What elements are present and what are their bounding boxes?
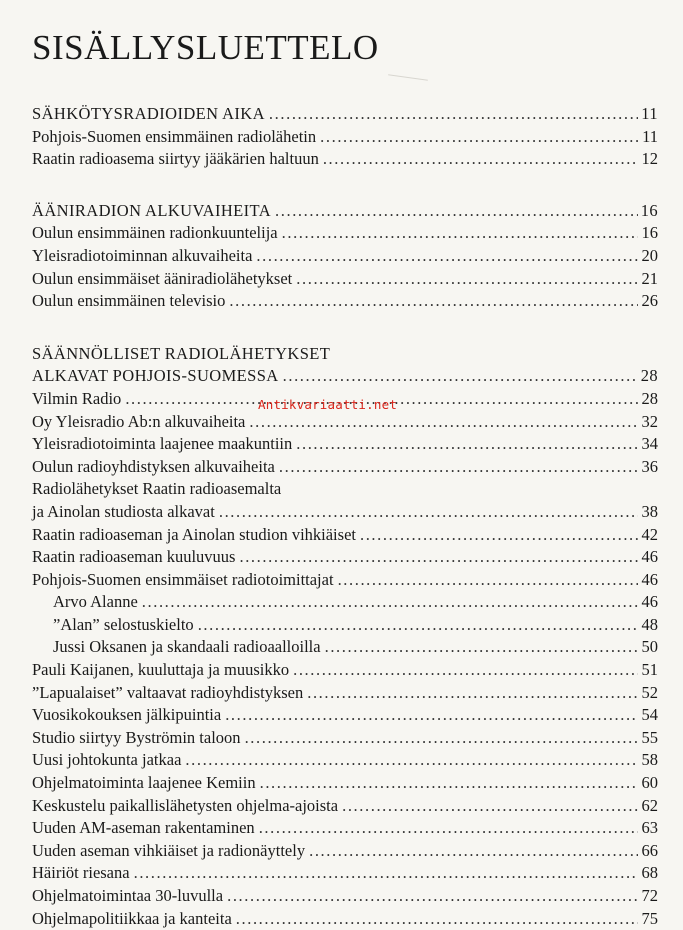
toc-entry-title: Oulun ensimmäiset ääniradiolähetykset — [32, 268, 293, 288]
toc-entry-title: Pohjois-Suomen ensimmäiset radiotoimittajat — [32, 569, 334, 589]
toc-entry-title: Uuden AM-aseman rakentaminen — [32, 818, 255, 838]
toc-entry — [32, 908, 658, 930]
toc-entry-title: Vilmin Radio — [32, 388, 122, 408]
toc-entry — [32, 840, 658, 863]
toc-entry — [32, 456, 658, 479]
dot-leader — [256, 245, 638, 268]
toc-entry — [32, 501, 658, 524]
dot-leader — [198, 614, 638, 637]
dot-leader — [293, 659, 638, 682]
toc-entry — [32, 817, 658, 840]
toc-subentry — [32, 614, 658, 637]
dot-leader — [307, 682, 638, 705]
toc-section-heading — [32, 365, 658, 388]
toc-entry-title: Ohjelmatoiminta laajenee Kemiin — [32, 773, 256, 793]
toc-page-number: 28 — [641, 388, 658, 408]
toc-entry-title: SÄHKÖTYSRADIOIDEN AIKA — [32, 104, 265, 123]
toc-entry — [32, 885, 658, 908]
toc-entry-title: Häiriöt riesana — [32, 863, 130, 883]
toc-entry — [32, 245, 658, 268]
toc-entry — [32, 682, 658, 705]
toc-page-number: 38 — [641, 501, 658, 521]
dot-leader — [283, 365, 638, 388]
watermark: Antikvariaatti.net — [258, 397, 398, 412]
dot-leader — [342, 795, 638, 818]
toc-entry-title: Ohjelmatoimintaa 30-luvulla — [32, 886, 224, 905]
dot-leader — [325, 636, 638, 659]
dot-leader — [229, 290, 638, 313]
toc-entry — [32, 222, 658, 245]
dot-leader — [338, 569, 638, 592]
page-title: SISÄLLYSLUETTELO — [32, 28, 379, 67]
toc-entry-title: Uusi johtokunta jatkaa — [32, 750, 182, 770]
toc-page-number: 28 — [640, 366, 658, 386]
dot-leader — [296, 433, 638, 456]
toc-page-number: 46 — [641, 547, 658, 567]
toc-entry — [32, 126, 658, 149]
dot-leader — [236, 908, 638, 930]
toc-entry — [32, 727, 658, 750]
toc-page-number: 26 — [641, 291, 658, 311]
toc-page-number: 48 — [641, 614, 658, 634]
toc-entry — [32, 749, 658, 772]
section-gap — [32, 171, 658, 200]
toc-entry-title: Pauli Kaijanen, kuuluttaja ja muusikko — [32, 660, 290, 680]
dot-leader — [185, 749, 638, 772]
toc-page-number: 60 — [641, 773, 658, 793]
section-gap — [32, 313, 658, 343]
toc-entry-title: Vuosikokouksen jälkipuintia — [32, 705, 222, 725]
dot-leader — [225, 704, 638, 727]
toc-entry-title: ”Alan” selostuskielto — [53, 614, 194, 634]
dot-leader — [227, 885, 638, 908]
toc-entry-title: Raatin radioaseman kuuluvuus — [32, 547, 236, 567]
toc-page-number: 54 — [641, 705, 658, 725]
toc-page-number: 12 — [641, 149, 658, 169]
table-of-contents — [32, 103, 658, 930]
toc-subentry — [32, 636, 658, 659]
dot-leader — [245, 727, 638, 750]
toc-entry-title: Arvo Alanne — [53, 592, 138, 612]
toc-page-number: 51 — [641, 660, 658, 680]
toc-entry-title: Oulun ensimmäinen radionkuuntelija — [32, 223, 278, 243]
toc-entry — [32, 290, 658, 313]
toc-page-number: 42 — [641, 524, 658, 544]
toc-entry-title: Uuden aseman vihkiäiset ja radionäyttely — [32, 840, 306, 860]
toc-page-number: 11 — [642, 126, 658, 146]
toc-entry — [32, 411, 658, 434]
toc-entry-title: ”Lapualaiset” valtaavat radioyhdistyksen — [32, 682, 304, 702]
toc-entry — [32, 862, 658, 885]
dot-leader — [260, 772, 638, 795]
toc-entry — [32, 433, 658, 456]
dot-leader — [275, 200, 638, 223]
toc-page-number: 50 — [641, 637, 658, 657]
toc-entry-title: Raatin radioasema siirtyy jääkärien haltuun — [32, 149, 319, 169]
toc-entry — [32, 659, 658, 682]
toc-page-number: 32 — [641, 411, 658, 431]
toc-entry-title: Yleisradiotoiminnan alkuvaiheita — [32, 245, 253, 265]
toc-page-number: 11 — [641, 104, 658, 123]
toc-entry-title: Oulun radioyhdistyksen alkuvaiheita — [32, 456, 275, 476]
toc-entry-title: Oulun ensimmäinen televisio — [32, 291, 226, 311]
toc-entry-title: ja Ainolan studiosta alkavat — [32, 501, 215, 521]
toc-entry-title: Studio siirtyy Byströmin taloon — [32, 727, 241, 747]
dot-leader — [279, 456, 638, 479]
toc-entry-title: Yleisradiotoiminta laajenee maakuntiin — [32, 434, 293, 454]
toc-page-number: 36 — [641, 456, 658, 476]
toc-entry — [32, 772, 658, 795]
dot-leader — [360, 524, 638, 547]
toc-entry-title: Raatin radioaseman ja Ainolan studion vihkiäiset — [32, 524, 356, 544]
toc-section-heading — [32, 103, 658, 126]
toc-subentry — [32, 591, 658, 614]
toc-page-number: 46 — [641, 592, 658, 612]
toc-page-number: 58 — [641, 750, 658, 770]
toc-page-number: 66 — [641, 840, 658, 860]
dot-leader — [323, 148, 638, 171]
toc-page-number: 62 — [641, 795, 658, 815]
toc-entry-title: Pohjois-Suomen ensimmäinen radiolähetin — [32, 126, 317, 146]
toc-page-number: 21 — [641, 268, 658, 288]
dot-leader — [296, 268, 638, 291]
toc-entry-title: Radiolähetykset Raatin radioasemalta — [32, 479, 282, 499]
toc-entry-title: ALKAVAT POHJOIS-SUOMESSA — [32, 366, 279, 386]
toc-entry-title: Keskustelu paikallislähetysten ohjelma-ajoista — [32, 795, 339, 815]
toc-entry-title: SÄÄNNÖLLISET RADIOLÄHETYKSET — [32, 343, 331, 363]
dot-leader — [134, 862, 638, 885]
dot-leader — [219, 501, 638, 524]
toc-page-number: 68 — [641, 863, 658, 883]
toc-entry-title: ÄÄNIRADION ALKUVAIHEITA — [32, 200, 272, 220]
toc-page-number: 16 — [641, 223, 658, 243]
toc-page-number: 72 — [641, 886, 658, 905]
toc-entry — [32, 148, 658, 171]
paper-scuff — [388, 74, 428, 81]
toc-page-number: 20 — [641, 245, 658, 265]
toc-page-number: 75 — [641, 908, 658, 928]
dot-leader — [259, 817, 638, 840]
toc-entry-title: Jussi Oksanen ja skandaali radioaalloilla — [53, 637, 321, 657]
dot-leader — [249, 411, 638, 434]
toc-section-heading — [32, 200, 658, 223]
toc-entry — [32, 795, 658, 818]
toc-entry — [32, 704, 658, 727]
toc-section-heading — [32, 343, 658, 366]
dot-leader — [320, 126, 638, 149]
dot-leader — [269, 103, 638, 126]
toc-page-number: 52 — [641, 682, 658, 702]
toc-entry — [32, 268, 658, 291]
toc-entry-title: Oy Yleisradio Ab:n alkuvaiheita — [32, 411, 246, 431]
toc-entry — [32, 546, 658, 569]
toc-entry — [32, 524, 658, 547]
toc-entry-title: Ohjelmapolitiikkaa ja kanteita — [32, 908, 232, 928]
toc-entry — [32, 478, 658, 501]
dot-leader — [309, 840, 638, 863]
toc-page-number: 46 — [641, 569, 658, 589]
toc-page-number: 63 — [641, 818, 658, 838]
dot-leader — [142, 591, 638, 614]
toc-entry — [32, 569, 658, 592]
dot-leader — [239, 546, 638, 569]
toc-page-number: 34 — [641, 434, 658, 454]
toc-page-number: 16 — [640, 200, 658, 220]
toc-page-number: 55 — [641, 727, 658, 747]
dot-leader — [282, 222, 638, 245]
